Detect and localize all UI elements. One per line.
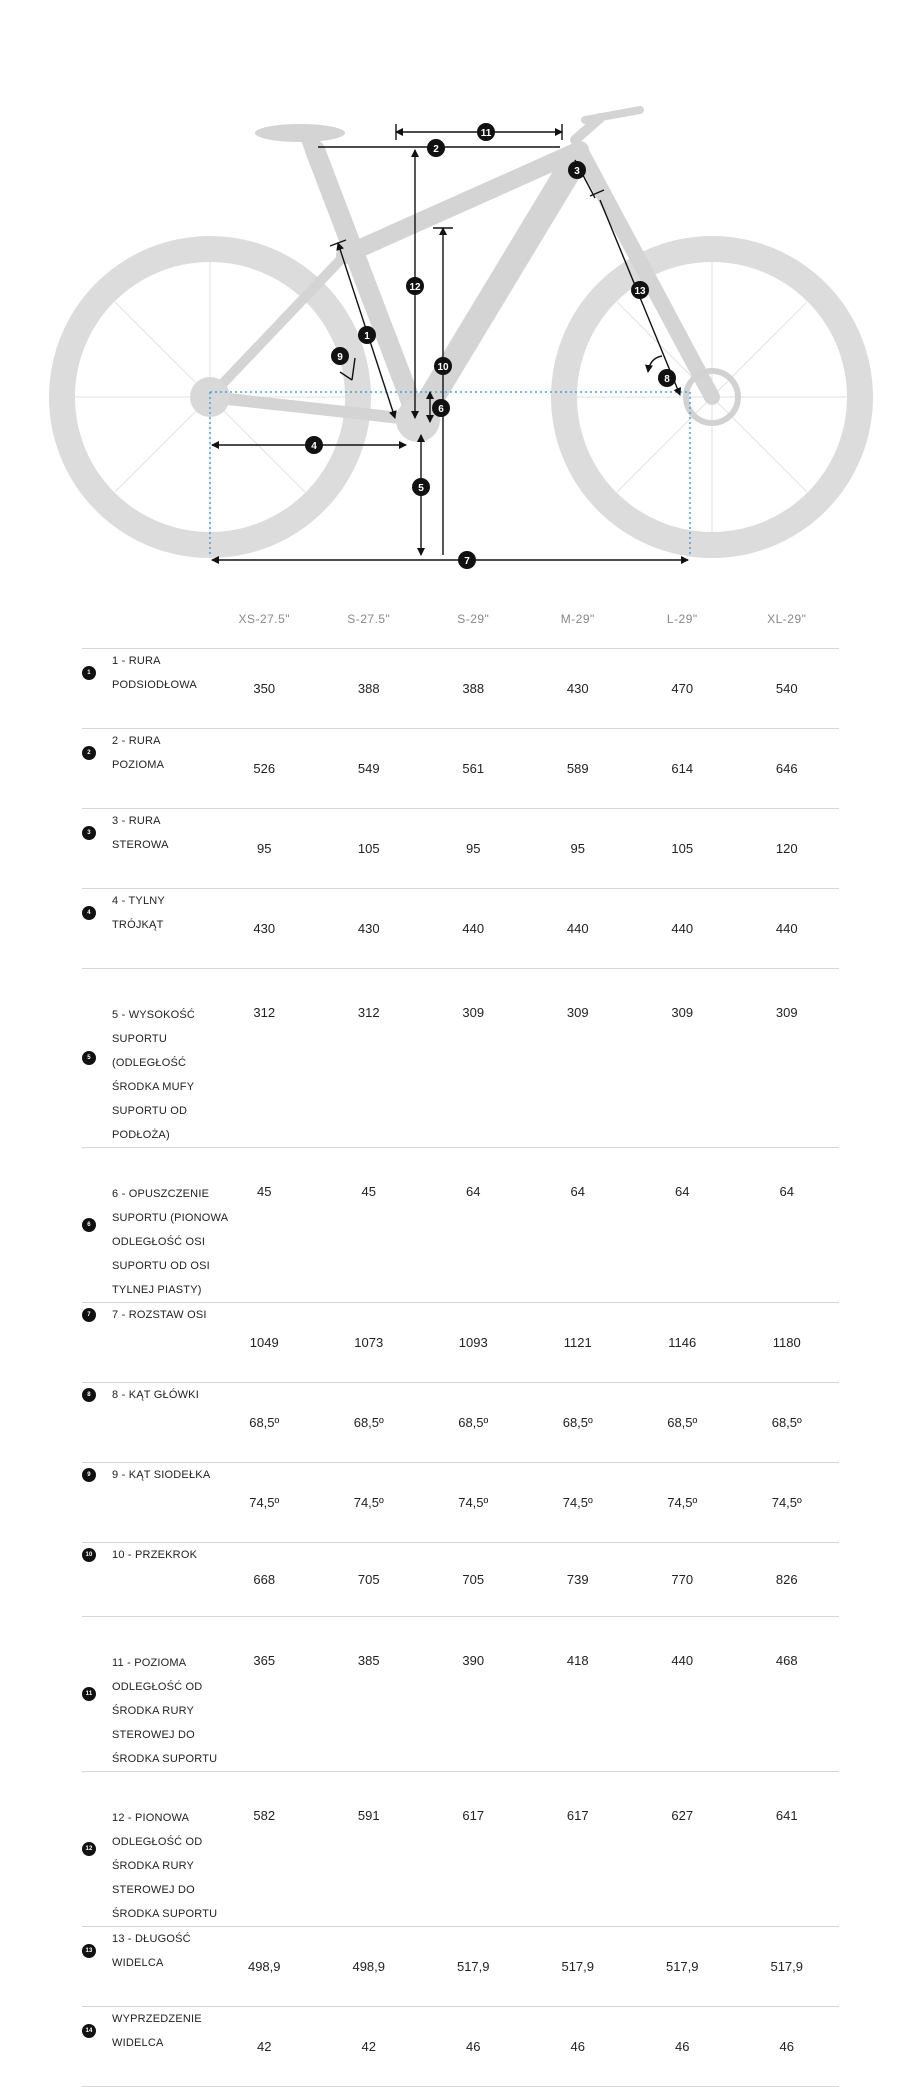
marker-12 [406, 277, 424, 295]
bike-geometry-diagram [0, 0, 901, 580]
row-label: 9 - KĄT SIODEŁKA [112, 1469, 211, 1481]
value-cell: 517,9 [526, 1927, 631, 2007]
value-cell: 74,5º [735, 1463, 840, 1543]
row-number-badge: 8 [82, 1388, 96, 1402]
row-label-cell [82, 1148, 228, 1303]
row-number-badge: 12 [82, 1842, 96, 1856]
value-cell: 68,5º [421, 1383, 526, 1463]
value-cell: 309 [735, 969, 840, 1148]
value-cell: 705 [317, 1543, 422, 1617]
value-cell: 74,5º [317, 1463, 422, 1543]
value-cell: 74,5º [526, 1463, 631, 1543]
row-label-cell [82, 1303, 212, 1383]
row-label: 10 - PRZEKROK [112, 1549, 198, 1561]
value-cell: 705 [421, 1543, 526, 1617]
svg-text:13: 13 [634, 286, 646, 297]
row-number-badge: 1 [82, 666, 96, 680]
value-cell: 468 [735, 1617, 840, 1772]
marker-13 [631, 281, 649, 299]
row-label: 3 - RURA STEROWA [112, 815, 169, 851]
row-label-cell [82, 1463, 212, 1543]
row-number-badge: 5 [82, 1051, 96, 1065]
value-cell: 350 [212, 649, 317, 729]
value-cell: 45 [317, 1148, 422, 1303]
marker-1 [358, 326, 376, 344]
row-label-wrap [82, 1772, 232, 1926]
row-label-wrap [82, 1148, 232, 1302]
row-label-wrap [82, 1383, 212, 1407]
value-cell: 64 [630, 1148, 735, 1303]
svg-text:11: 11 [480, 128, 492, 139]
value-cell: 95 [212, 809, 317, 889]
value-cell: 430 [212, 889, 317, 969]
value-cell: 627 [630, 1772, 735, 1927]
value-cell: 95 [421, 809, 526, 889]
value-cell: 64 [421, 1148, 526, 1303]
row-number-badge: 6 [82, 1218, 96, 1232]
value-cell: 430 [317, 889, 422, 969]
value-cell: 589 [526, 729, 631, 809]
row-number-badge: 4 [82, 906, 96, 920]
row-label: 5 - WYSOKOŚĆ SUPORTU (ODLEGŁOŚĆ ŚRODKA MUFY SUPORTU OD PODŁOŻA) [112, 1009, 196, 1141]
table-row [82, 889, 839, 969]
value-cell: 517,9 [421, 1927, 526, 2007]
row-label-cell [82, 1617, 218, 1772]
row-label-cell [82, 1383, 212, 1463]
value-cell: 641 [735, 1772, 840, 1927]
value-cell: 68,5º [630, 1383, 735, 1463]
svg-text:7: 7 [464, 556, 470, 567]
marker-6 [432, 399, 450, 417]
svg-text:5: 5 [418, 483, 424, 494]
value-cell: 440 [421, 889, 526, 969]
value-cell: 46 [421, 2007, 526, 2087]
row-label: 13 - DŁUGOŚĆ WIDELCA [112, 1933, 191, 1969]
marker-2 [427, 139, 445, 157]
value-cell: 540 [735, 649, 840, 729]
row-label-cell [82, 969, 212, 1148]
value-cell: 617 [526, 1772, 631, 1927]
svg-text:2: 2 [433, 144, 439, 155]
value-cell: 46 [630, 2007, 735, 2087]
row-label-wrap [82, 809, 212, 857]
geometry-rows [82, 649, 839, 2087]
row-label-cell [82, 729, 212, 809]
table-row [82, 649, 839, 729]
row-label: 1 - RURA PODSIODŁOWA [112, 655, 197, 691]
row-number-badge: 9 [82, 1468, 96, 1482]
marker-3 [568, 161, 586, 179]
svg-text:10: 10 [437, 362, 449, 373]
value-cell: 45 [212, 1148, 317, 1303]
value-cell: 68,5º [212, 1383, 317, 1463]
svg-text:3: 3 [574, 166, 580, 177]
value-cell: 309 [421, 969, 526, 1148]
row-label: 6 - OPUSZCZENIE SUPORTU (PIONOWA ODLEGŁOŚĆ OSI SUPORTU OD OSI TYLNEJ PIASTY) [112, 1188, 228, 1296]
row-label-wrap [82, 1927, 212, 1975]
value-cell: 418 [526, 1617, 631, 1772]
table-row [82, 1463, 839, 1543]
value-cell: 42 [212, 2007, 317, 2087]
row-label-wrap [82, 729, 212, 777]
value-cell: 770 [630, 1543, 735, 1617]
value-cell: 312 [212, 969, 317, 1148]
value-cell: 646 [735, 729, 840, 809]
value-cell: 526 [212, 729, 317, 809]
value-cell: 68,5º [317, 1383, 422, 1463]
row-label-wrap [82, 1543, 212, 1567]
row-label-wrap [82, 889, 212, 937]
row-number-badge: 11 [82, 1687, 96, 1701]
value-cell: 64 [526, 1148, 631, 1303]
table-row [82, 1543, 839, 1617]
size-header: XS-27.5" [238, 612, 291, 626]
value-cell: 68,5º [526, 1383, 631, 1463]
value-cell: 614 [630, 729, 735, 809]
row-label-wrap [82, 1617, 232, 1771]
value-cell: 668 [212, 1543, 317, 1617]
table-row [82, 1617, 839, 1772]
value-cell: 549 [317, 729, 422, 809]
table-row [82, 1772, 839, 1927]
row-number-badge: 2 [82, 746, 96, 760]
marker-9 [331, 347, 349, 365]
value-cell: 1073 [317, 1303, 422, 1383]
value-cell: 440 [630, 1617, 735, 1772]
value-cell: 64 [735, 1148, 840, 1303]
value-cell: 385 [317, 1617, 422, 1772]
bike-silhouette [62, 110, 860, 545]
row-number-badge: 7 [82, 1308, 96, 1322]
row-label: 11 - POZIOMA ODLEGŁOŚĆ OD ŚRODKA RURY STEROWEJ DO ŚRODKA SUPORTU [112, 1657, 218, 1765]
svg-text:6: 6 [438, 404, 444, 415]
size-header-row [82, 590, 839, 649]
value-cell: 390 [421, 1617, 526, 1772]
table-row [82, 729, 839, 809]
row-label: 2 - RURA POZIOMA [112, 735, 165, 771]
marker-4 [305, 436, 323, 454]
value-cell: 74,5º [212, 1463, 317, 1543]
value-cell: 388 [317, 649, 422, 729]
value-cell: 739 [526, 1543, 631, 1617]
value-cell: 430 [526, 649, 631, 729]
size-header: M-29" [560, 612, 595, 626]
value-cell: 1049 [212, 1303, 317, 1383]
value-cell: 517,9 [630, 1927, 735, 2007]
value-cell: 309 [630, 969, 735, 1148]
table-row [82, 1148, 839, 1303]
size-header: L-29" [666, 612, 698, 626]
value-cell: 591 [317, 1772, 422, 1927]
row-number-badge: 10 [82, 1548, 96, 1562]
marker-11 [477, 123, 495, 141]
size-header: S-27.5" [347, 612, 391, 626]
value-cell: 95 [526, 809, 631, 889]
row-label-cell [82, 809, 212, 889]
row-number-badge: 3 [82, 826, 96, 840]
value-cell: 74,5º [421, 1463, 526, 1543]
value-cell: 498,9 [212, 1927, 317, 2007]
table-row [82, 1383, 839, 1463]
value-cell: 1093 [421, 1303, 526, 1383]
value-cell: 517,9 [735, 1927, 840, 2007]
row-label-cell [82, 649, 212, 729]
value-cell: 498,9 [317, 1927, 422, 2007]
geometry-table [82, 590, 839, 2087]
value-cell: 582 [212, 1772, 317, 1927]
value-cell: 440 [526, 889, 631, 969]
marker-8 [658, 369, 676, 387]
table-row [82, 969, 839, 1148]
value-cell: 42 [317, 2007, 422, 2087]
value-cell: 68,5º [735, 1383, 840, 1463]
header-spacer [82, 590, 212, 649]
svg-text:8: 8 [664, 374, 670, 385]
svg-text:9: 9 [337, 352, 343, 363]
svg-text:1: 1 [364, 331, 370, 342]
value-cell: 1121 [526, 1303, 631, 1383]
row-label: 4 - TYLNY TRÓJKĄT [112, 895, 165, 931]
row-label: 8 - KĄT GŁÓWKI [112, 1389, 199, 1401]
row-label-cell [82, 1543, 212, 1617]
value-cell: 440 [630, 889, 735, 969]
value-cell: 1146 [630, 1303, 735, 1383]
value-cell: 312 [317, 969, 422, 1148]
value-cell: 617 [421, 1772, 526, 1927]
value-cell: 1180 [735, 1303, 840, 1383]
value-cell: 46 [735, 2007, 840, 2087]
value-cell: 105 [630, 809, 735, 889]
table-row [82, 809, 839, 889]
row-label: 7 - ROZSTAW OSI [112, 1309, 207, 1321]
row-label-cell [82, 889, 212, 969]
value-cell: 826 [735, 1543, 840, 1617]
marker-10 [434, 357, 452, 375]
marker-7 [458, 551, 476, 569]
row-label-cell [82, 1927, 212, 2007]
value-cell: 309 [526, 969, 631, 1148]
value-cell: 561 [421, 729, 526, 809]
marker-5 [412, 478, 430, 496]
size-header: XL-29" [767, 612, 807, 626]
row-label: 12 - PIONOWA ODLEGŁOŚĆ OD ŚRODKA RURY STEROWEJ DO ŚRODKA SUPORTU [112, 1812, 218, 1920]
value-cell: 120 [735, 809, 840, 889]
row-label-wrap [82, 1463, 212, 1487]
svg-text:4: 4 [311, 441, 317, 452]
table-row [82, 1303, 839, 1383]
value-cell: 440 [735, 889, 840, 969]
value-cell: 388 [421, 649, 526, 729]
value-cell: 46 [526, 2007, 631, 2087]
value-cell: 470 [630, 649, 735, 729]
value-cell: 105 [317, 809, 422, 889]
row-label-cell [82, 1772, 218, 1927]
table-row [82, 1927, 839, 2007]
value-cell: 365 [212, 1617, 317, 1772]
row-label-wrap [82, 649, 212, 697]
row-label-wrap [82, 1303, 212, 1327]
svg-text:12: 12 [409, 282, 421, 293]
size-header: S-29" [457, 612, 490, 626]
row-label-wrap [82, 2007, 212, 2055]
row-label: WYPRZEDZENIE WIDELCA [112, 2013, 202, 2049]
row-number-badge: 14 [82, 2024, 96, 2038]
value-cell: 74,5º [630, 1463, 735, 1543]
row-label-wrap [82, 969, 232, 1147]
saddle [255, 124, 345, 142]
row-number-badge: 13 [82, 1944, 96, 1958]
